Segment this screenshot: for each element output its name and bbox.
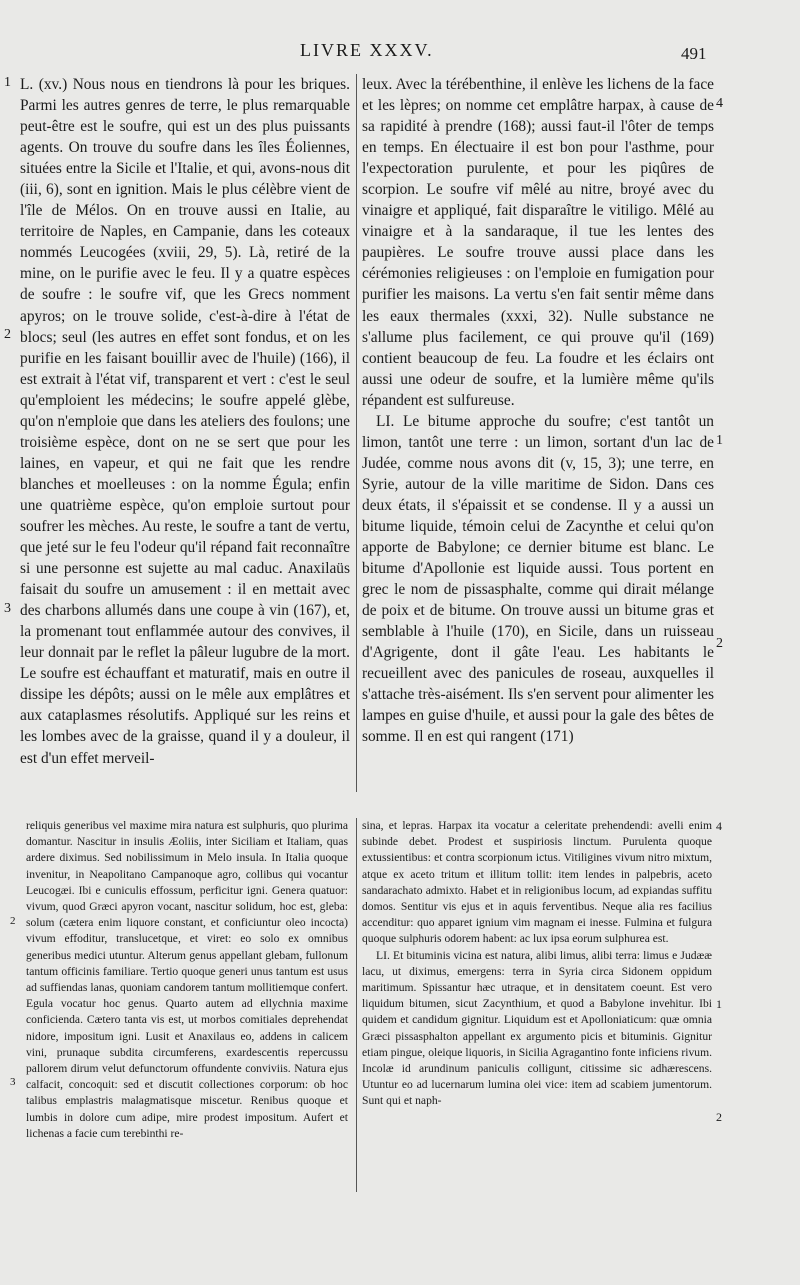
french-paragraph: leux. Avec la térébenthine, il enlève les lichens de la face et les lèpres; on nomme cet emplâtre harpax, à cause de sa rapidité à prendre (168); aussi faut-il l'ôter de temps en temps. En électuaire il est bon pour l'asthme, pour l'expectoration purulente, et pour les piqûres de scorpion. Le soufre vif mêlé au nitre, broyé avec du vinaigre et appliqué, fait disparaître le vitiligo. Mêlé au vinaigre et à la sandaraque, il tue les lentes des paupières. Le soufre trouve aussi place dans les cérémonies religieuses : on l'emploie en fumigation pour purifier les maisons. La vertu s'en fait sentir même dans les eaux thermales (xxxi, 32). Nulle substance ne s'allume plus facilement, ce qui prouve qu'il (169) contient beaucoup de feu. La foudre et les éclairs ont aussi une odeur de soufre, et la lumière même qu'ils répandent est sulfureuse. (362, 76, 714, 409)
french-paragraph: L. (xv.) Nous nous en tiendrons là pour les briques. Parmi les autres genres de terre, le plus remarquable peut-être est le soufre, qui est un des plus puissants agents. On trouve du soufre dans les îles Éoliennes, situées entre la Sicile et l'Italie, et qui, avons-nous dit (iii, 6), sont en ignition. Mais le plus célèbre vient de l'île de Mélos. On en trouve aussi en Italie, au territoire de Naples, en Campanie, dans les coteaux nommés Leucogées (xviii, 29, 5). Là, retiré de la mine, on le purifie avec le feu. Il y a quatre espèces de soufre : le soufre vif, que les Grecs nomment apyros; on le trouve solide, c'est-à-dire à l'état de blocs; seul (les autres en effet sont fondus, et on les purifie en les faisant bouillir avec de l'huile) (166), il est extrait à l'état vif, transparent et vert : c'est le seul qu'emploient les médecins; le soufre appelé glèbe, qu'on n'emploie que dans les ateliers des foulons; une troisième espèce, dont on ne se sert que pour les laines, en vapeur, et qui ne fait que les rendre blanches et moelleuses : on la nomme Égula; enfin une quatrième espèce, qu'on emploie surtout pour soufrer les mèches. Au reste, le soufre a tant de vertu, que jeté sur le feu l'odeur qu'il répand fait reconnaître si une personne est sujette au mal caduc. Anaxilaüs faisait du soufre un amusement : il en mettait avec des charbons allumés dans une coupe à vin (167), et, la promenant tout enflammée autour des convives, il leur donnait par le reflet la pâleur lugubre de la mort. Le soufre est échauffant et maturatif, mais en outre il dissipe les dépôts; aussi on le mêle aux emplâtres et aux cataplasmes résolutifs. Appliqué sur les reins et les lombes avec de la graisse, quand il y a douleur, il est d'un effet merveil- (20, 76, 350, 767)
column-divider-latin (356, 818, 357, 1192)
running-title: LIVRE XXXV. (300, 40, 434, 60)
margin-number: 2 (10, 915, 16, 927)
margin-number: 4 (716, 96, 723, 111)
french-text-left-column (20, 74, 350, 769)
page-number: 491 (681, 44, 707, 63)
latin-paragraph: reliquis generibus vel maxime mira natura est sulphuris, quo plurima domantur. Nascitur in insulis Æoliis, inter Siciliam et Italiam, quas ardere diximus. Sed nobilissimum in Melo insula. In Italia quoque invenitur, in Neapolitano Campanoque agro, collibus qui vocantur Leucogæi. Ibi e cuniculis effossum, perficitur igni. Genera quatuor: vivum, quod Græci apyron vocant, nascitur solidum, hoc est, gleba: solum (cætera enim liquore constant, et conficiuntur oleo incocta) vivum effoditur, translucetque, et viret: eo solo ex omnibus generibus medici utuntur. Alterum genus appellant glebam, fullonum tantum officinis familiare. Tertio quoque generi unus tantum est usus ad suffiendas lanas, quoniam candorem tantum mollitiemque confert. Egula vocatur hoc genus. Quarto autem ad ellychnia maxime conficienda. Cætero tanta vis est, ut morbos comitiales deprehendat nidore, impositum igni. Lusit et Anaxilaus eo, addens in calicem vini, prunaque subdita circumferens, exardescentis repercussu pallorem dirum velut defunctorum offundente conviviis. Natura ejus calfacit, concoquit: sed et discutit collectiones corporum: ob hoc talibus emplastris malagmatisque miscetur. Renibus quoque et lumbis in dolore cum adipe, mire prodest impositum. Aufert et lichenas a facie cum terebinthi re- (26, 819, 348, 1140)
latin-paragraph: sina, et lepras. Harpax ita vocatur a celeritate prehendendi: avelli enim subinde debet. Prodest et suspiriosis linctum. Purulenta quoque extussientibus: et contra scorpionum ictus. Vitiligines vivum nitro mixtum, atque ex aceto tritum et illitum tollit: item lendes in palpebris, aceto sandarachato admixto. Habet et in religionibus locum, ad expiandas suffitu domos. Sentitur vis ejus et in aquis ferventibus. Neque alia res facilius accenditur: quo apparet ignium vim magnam ei inesse. Fulmina et fulgura quoque sulphuris odorem habent: ac lux ipsa eorum sulphurea est. (362, 819, 712, 946)
margin-number: 4 (716, 819, 722, 833)
margin-number: 1 (4, 75, 11, 90)
french-paragraph: LI. Le bitume approche du soufre; c'est tantôt un limon, tantôt une terre : un limon, sortant d'un lac de Judée, comme nous avons dit (v, 15, 3); une terre, en Syrie, autour de la ville maritime de Sidon. Dans ces deux états, il s'épaissit et se condense. Il y a aussi un bitume liquide, témoin celui de Zacynthe et celui qu'on apporte de Babylone; ce dernier bitume est blanc. Le bitume d'Apollonie est liquide aussi. Tous portent en grec le nom de pissasphalte, comme qui dirait mélange de poix et de bitume. On trouve aussi un bitume gras et semblable à l'huile (170), en Sicile, dans un ruisseau d'Agrigente, dont il gâte l'eau. Les habitants le recueillent avec des panicules de roseau, auxquelles il s'attache très-aisément. Ils s'en servent pour alimenter les lampes en guise d'huile, et aussi pour la gale des bêtes de somme. Il en est qui rangent (171) (362, 412, 714, 746)
margin-number: 2 (716, 636, 723, 651)
margin-number: 1 (716, 997, 722, 1011)
margin-number: 3 (10, 1076, 16, 1088)
latin-text-right-column (362, 818, 712, 1110)
margin-number: 2 (4, 327, 11, 342)
french-text-right-column (362, 74, 714, 748)
latin-paragraph: LI. Et bituminis vicina est natura, alibi limus, alibi terra: limus e Judææ lacu, ut diximus, emergens: terra in Syria circa Sidonem oppidum maritimum. Spissantur hæc utraque, et in densitatem coeunt. Est vero liquidum bitumen, sicut Zacynthium, et quod a Babylone invehitur. Ibi quidem et candidum gignitur. Liquidum est et Apolloniaticum: quæ omnia Græci pissasphalton appellant ex argumento picis et bituminis. Gignitur etiam pingue, oleique liquoris, in Sicilia Agragantino fonte inficiens rivum. Incolæ id arundinum paniculis colligunt, citissime sic adhærescens. Utuntur eo ad lucernarum lumina olei vice: item ad scabiem jumentorum. Sunt qui et naph- (362, 948, 712, 1108)
margin-number: 1 (716, 433, 723, 448)
margin-number: 2 (716, 1110, 722, 1124)
margin-number: 3 (4, 601, 11, 616)
latin-text-left-column (26, 818, 348, 1142)
column-divider-french (356, 74, 357, 792)
